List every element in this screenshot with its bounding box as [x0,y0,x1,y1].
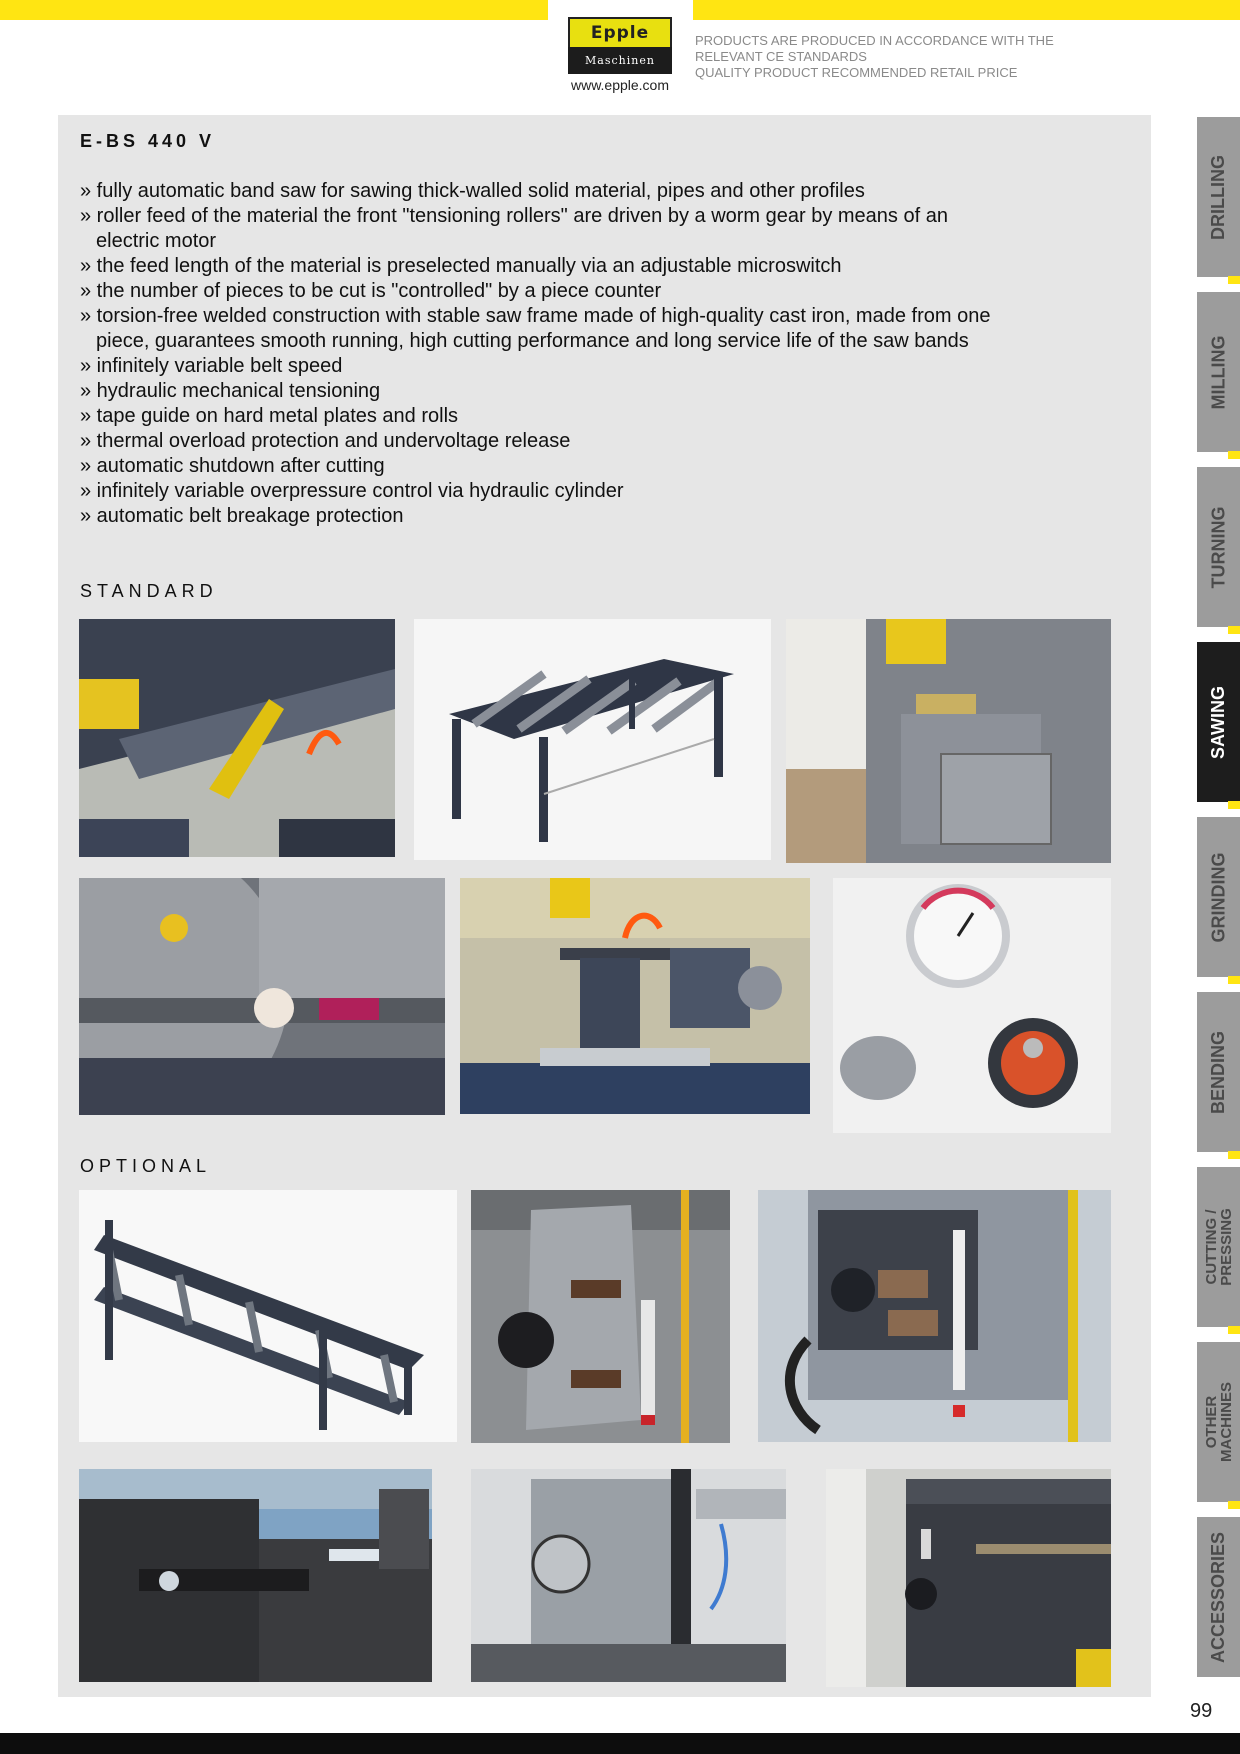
feature-item: » infinitely variable overpressure control via hydraulic cylinder [80,480,624,502]
ce-notice-line: PRODUCTS ARE PRODUCED IN ACCORDANCE WITH THE [695,33,1054,48]
ce-notice [695,33,1115,81]
photo-pressure-gauge-panel[interactable] [833,878,1111,1133]
tab-marker [1228,626,1240,634]
photo-chip-tray[interactable] [786,619,1111,863]
feature-item: » thermal overload protection and undervoltage release [80,430,571,452]
photo-coolant-pump[interactable] [471,1469,786,1682]
tab-accessories[interactable] [1197,1517,1240,1677]
photo-gear-motor[interactable] [471,1190,730,1443]
tab-label: SAWING [1208,685,1229,759]
tab-drilling[interactable] [1197,117,1240,277]
tab-label: GRINDING [1208,852,1228,942]
tab-marker [1228,1151,1240,1159]
feature-item: » automatic belt breakage protection [80,505,404,527]
tab-cutting-pressing[interactable] [1197,1167,1240,1327]
tab-label: OTHER MACHINES [1202,1381,1235,1462]
top-accent-bar-left [0,0,548,20]
section-title-optional: OPTIONAL [80,1156,212,1176]
tab-marker [1228,276,1240,284]
feature-item: » torsion-free welded construction with stable saw frame made of high-quality cast iron, made from one piece, guarantees smooth running, high cutting performance and long service life of the saw bands [80,305,991,352]
ce-notice-line: QUALITY PRODUCT RECOMMENDED RETAIL PRICE [695,65,1018,80]
photo-feed-rollers[interactable] [460,878,810,1114]
tab-label: BENDING [1208,1030,1229,1114]
feature-item: » infinitely variable belt speed [80,355,343,377]
tab-label: TURNING [1208,506,1228,588]
ce-notice-line: RELEVANT CE STANDARDS [695,49,867,64]
logo-subtitle: Maschinen [568,47,672,74]
feature-list [80,179,1130,529]
tab-marker [1228,1501,1240,1509]
tab-label: MILLING [1208,335,1228,409]
photo-saw-blade-guide[interactable] [79,619,395,857]
tab-sawing[interactable] [1197,642,1240,802]
photo-material-stop[interactable] [79,1469,432,1682]
epple-logo[interactable] [566,17,674,97]
bottom-bar [0,1733,1240,1754]
tab-label: DRILLING [1208,154,1228,240]
photo-hydraulic-cylinder[interactable] [758,1190,1111,1442]
photo-saw-frame[interactable] [826,1469,1111,1687]
feature-item: » automatic shutdown after cutting [80,455,385,477]
page-number: 99 [1190,1700,1213,1722]
tab-marker [1228,1326,1240,1334]
tab-other-machines[interactable] [1197,1342,1240,1502]
tab-grinding[interactable] [1197,817,1240,977]
feature-item: » roller feed of the material the front "tensioning rollers" are driven by a worm gear by means of an electric motor [80,205,948,252]
tab-milling[interactable] [1197,292,1240,452]
tab-marker [1228,451,1240,459]
logo-wordmark: Epple [568,17,672,47]
feature-item: » fully automatic band saw for sawing thick-walled solid material, pipes and other profiles [80,180,865,202]
logo-url: www.epple.com [570,77,670,93]
product-model-title: E-BS 440 V [80,131,216,151]
section-title-standard: STANDARD [80,581,218,601]
feature-item: » the feed length of the material is preselected manually via an adjustable microswitch [80,255,842,277]
tab-bending[interactable] [1197,992,1240,1152]
top-accent-bar-right [693,0,1240,20]
tab-marker [1228,801,1240,809]
tab-label: CUTTING / PRESSING [1202,1208,1235,1286]
photo-roller-conveyor[interactable] [79,1190,457,1442]
photo-roller-table[interactable] [414,619,771,860]
photo-chip-brush[interactable] [79,878,445,1115]
tab-label: ACCESSORIES [1208,1531,1228,1663]
tab-turning[interactable] [1197,467,1240,627]
feature-item: » hydraulic mechanical tensioning [80,380,381,402]
feature-item: » the number of pieces to be cut is "controlled" by a piece counter [80,280,662,302]
tab-marker [1228,976,1240,984]
feature-item: » tape guide on hard metal plates and rolls [80,405,459,427]
